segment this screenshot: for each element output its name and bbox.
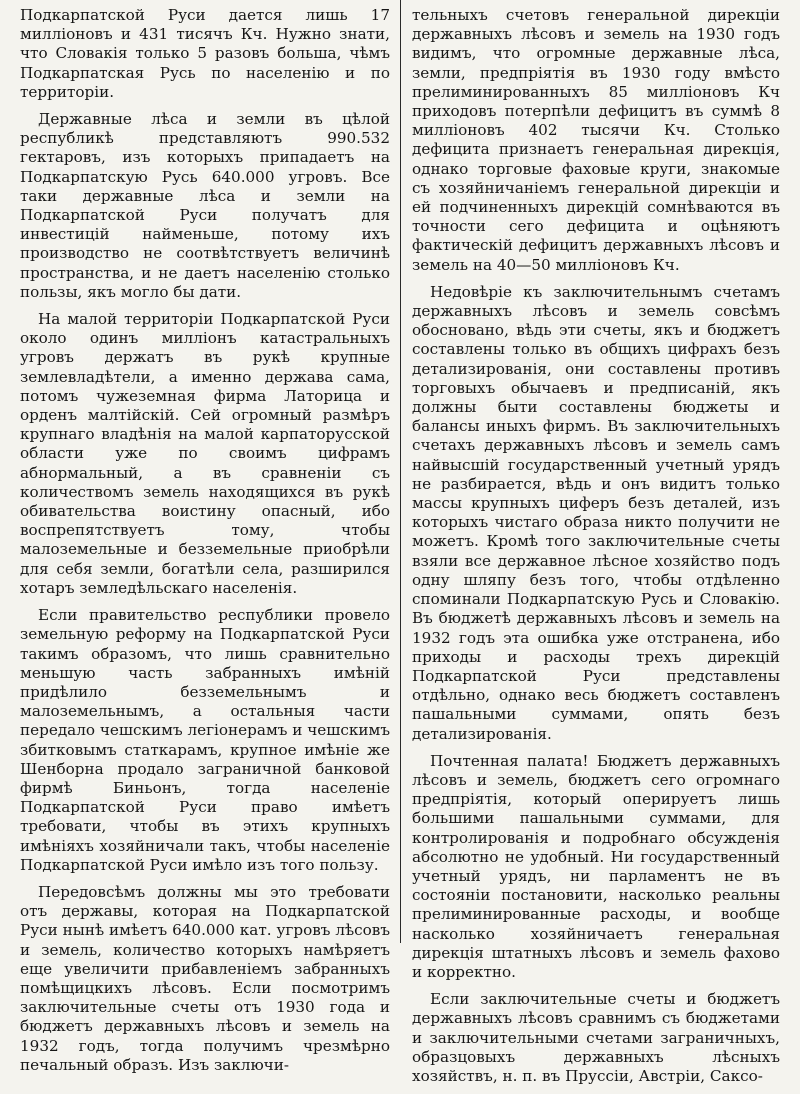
paragraph: На малой территоріи Подкарпатской Руси около одинъ милліонъ катастральныхъ угровъ держатъ въ рукѣ крупные землевладѣтели, а именно держава сама, потомъ чужеземная фирма Латорица и орденъ малтійскій. Сей огромный размѣръ крупнаго владѣнія на малой карпаторусской области уже по своимъ цифрамъ абнормальный, а въ сравненіи съ количествомъ земель находящихся въ рукѣ обивательства воистину опасный, ибо воспрепятствуетъ тому, чтобы малоземельные и безземельные приобрѣли для себя земли, богатѣли села, разширился хотаръ земледѣльскаго населенія. [20,310,390,597]
paragraph: тельныхъ счетовъ генеральной дирекціи державныхъ лѣсовъ и земель на 1930 годъ видимъ, что огромные державные лѣса, земли, предпріятія въ 1930 году вмѣсто прелиминированныхъ 85 милліоновъ Кч приходовъ потерпѣли дефицитъ въ суммѣ 8 милліоновъ 402 тысячи Кч. Столько дефицита признаетъ генеральная дирекція, однако торговые фаховые круги, знакомые съ хозяйничаніемъ генеральной дирекціи и ей подчиненныхъ дирекцій сомнѣваются въ точности сего дефицита и оцѣняютъ фактическій дефицитъ державныхъ лѣсовъ и земель на 40—50 милліоновъ Кч. [412,6,780,274]
paragraph: Передовсѣмъ должны мы это требовати отъ державы, которая на Подкарпатской Руси нынѣ имѣетъ 640.000 кат. угровъ лѣсовъ и земель, количество которыхъ намѣряетъ еще увеличити прибавленіемъ забранныхъ помѣщицкихъ лѣсовъ. Если посмотримъ заключительные счеты отъ 1930 года и бюджетъ державныхъ лѣсовъ и земель на 1932 годъ, тогда получимъ чрезмѣрно печальный образъ. Изъ заключи- [20,882,390,1074]
paragraph: Если правительство республики провело земельную реформу на Подкарпатской Руси такимъ образомъ, что лишь сравнительно меньшую часть забранныхъ имѣній придѣлило безземельнымъ и малоземельнымъ, а остальныя части передало чешскимъ легіонерамъ и чешскимъ збитковымъ статкарамъ, крупное имѣніе же Шенборна продало заграничной банковой фирмѣ Биньонъ, тогда населеніе Подкарпатской Руси право имѣетъ требовати, чтобы въ этихъ крупныхъ имѣніяхъ хозяйничали такъ, чтобы населеніе Подкарпатской Руси имѣло изъ того пользу. [20,606,390,874]
paragraph: Если заключительные счеты и бюджетъ державныхъ лѣсовъ сравнимъ съ бюджетами и заключительными счетами заграничныхъ, образцовыхъ державныхъ лѣсныхъ хозяйствъ, н. п. въ Пруссіи, Австріи, Саксо- [412,990,780,1085]
paragraph: Недовѣріе къ заключительнымъ счетамъ державныхъ лѣсовъ и земель совсѣмъ обосновано, вѣдь эти счеты, якъ и бюджетъ составлены только въ общихъ цифрахъ безъ детализированія, они составлены противъ торговыхъ обычаевъ и предписаній, якъ должны быти составлены бюджеты и балансы иныхъ фирмъ. Въ заключительныхъ счетахъ державныхъ лѣсовъ и земель самъ найвысшій государственный учетный урядъ не разбирается, вѣдь и онъ видитъ только массы крупныхъ циферъ безъ деталей, изъ которыхъ чистаго образа никто получити не можетъ. Кромѣ того заключительные счеты взяли все державное лѣсное хозяйство подъ одну шляпу безъ того, чтобы отдѣленно споминали Подкарпатскую Русь и Словакію. Въ бюджетѣ державныхъ лѣсовъ и земель на 1932 годъ эта ошибка уже отстранена, ибо приходы и расходы трехъ дирекцій Подкарпатской Руси представлены отдѣльно, однако весь бюджетъ составленъ пашальными суммами, опять безъ детализированія. [412,282,780,743]
right-column [412,6,780,1094]
paragraph: Державные лѣса и земли въ цѣлой республикѣ представляютъ 990.532 гектаровъ, изъ которыхъ припадаетъ на Подкарпатскую Русь 640.000 угровъ. Все таки державные лѣса и земли на Подкарпатской Руси получатъ для инвестицій найменьше, потому ихъ производство не соотвѣтствуетъ величинѣ пространства, и не даетъ населенію столько пользы, якъ могло бы дати. [20,110,390,301]
paragraph: Почтенная палата! Бюджетъ державныхъ лѣсовъ и земель, бюджетъ сего огромнаго предпріятія, который оперируетъ лишь большими пашальными суммами, для контролированія и подробнаго обсужденія абсолютно не удобный. Ни государственный учетный урядъ, ни парламентъ не въ состояніи постановити, насколько реальны прелиминированные расходы, и вообще насколько хозяйничаетъ генеральная дирекція штатныхъ лѣсовъ и земель фахово и корректно. [412,751,780,981]
paragraph: Подкарпатской Руси дается лишь 17 милліоновъ и 431 тисячъ Кч. Нужно знати, что Словакія только 5 разовъ больша, чѣмъ Подкарпатская Русь по населенію и по территоріи. [20,6,390,101]
column-divider [400,0,401,943]
left-column [20,6,390,1083]
